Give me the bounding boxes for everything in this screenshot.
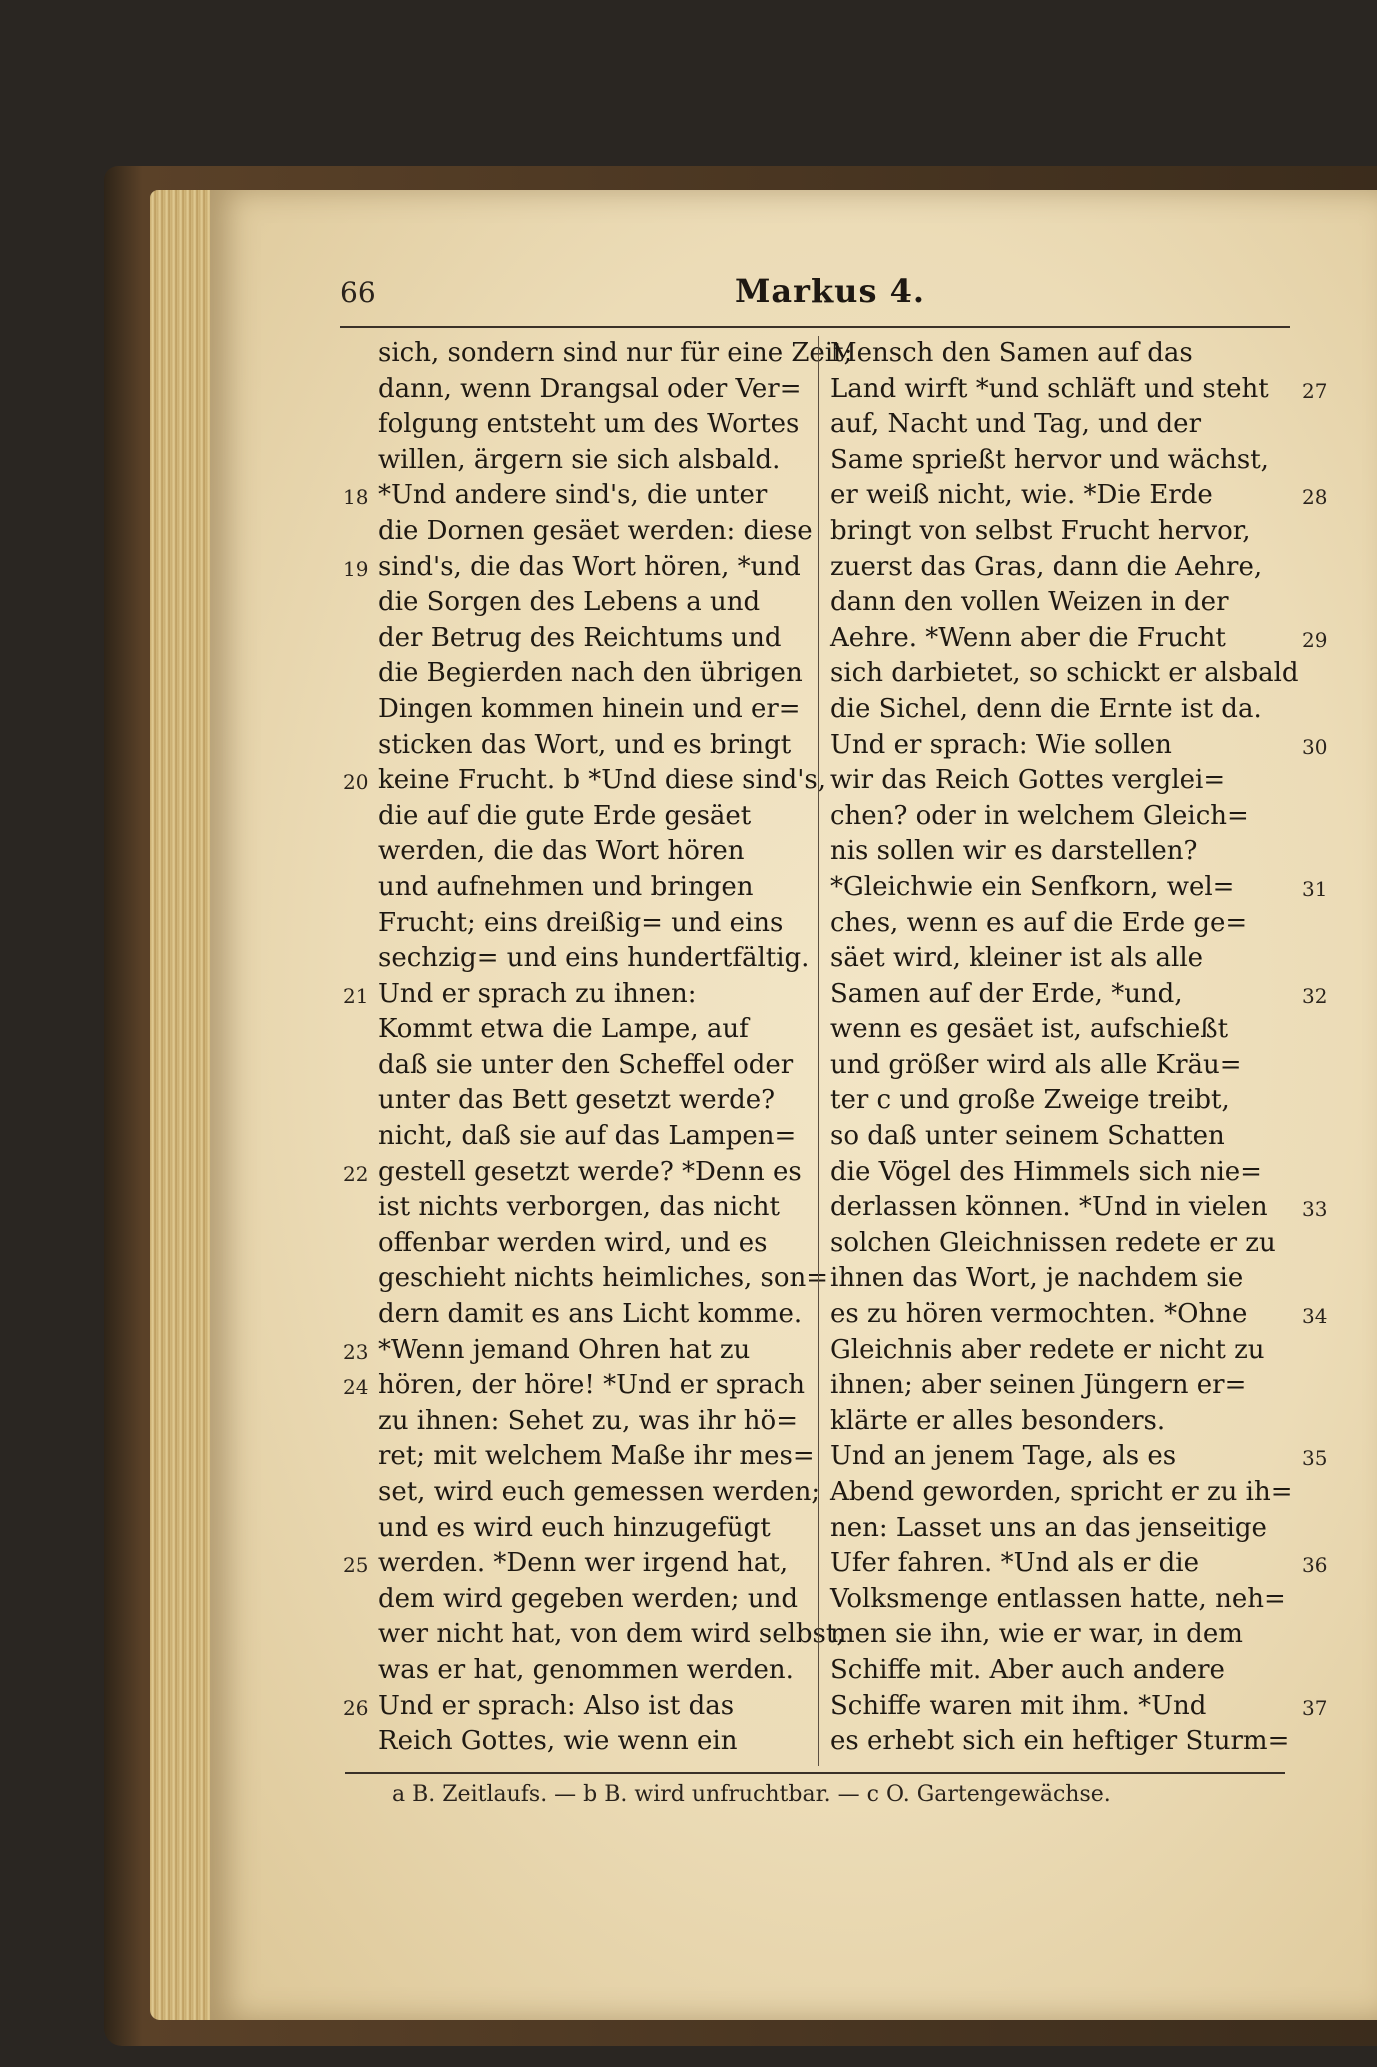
- text-line: [830, 692, 1300, 728]
- line-text: und aufnehmen und bringen: [378, 871, 754, 902]
- line-text: säet wird, kleiner ist als alle: [830, 943, 1204, 974]
- verse-number: 23: [343, 1339, 369, 1364]
- line-text: sticken das Wort, und es bringt: [378, 729, 792, 760]
- line-text: hören, der höre! *Und er sprach: [378, 1370, 806, 1401]
- line-text: die auf die gute Erde gesäet: [378, 800, 752, 831]
- footnote-rule: [345, 1772, 1285, 1774]
- verse-number: 24: [343, 1375, 369, 1400]
- text-line: [830, 336, 1300, 372]
- right-column: [830, 336, 1328, 1760]
- text-line: [830, 621, 1328, 657]
- text-line: [343, 1582, 813, 1618]
- verse-number: 35: [1302, 1446, 1328, 1471]
- text-line: [830, 407, 1300, 443]
- line-text: dem wird gegeben werden; und: [378, 1583, 798, 1614]
- line-text: geschieht nichts heimliches, son=: [378, 1263, 829, 1294]
- line-text: Schiffe mit. Aber auch andere: [830, 1654, 1225, 1685]
- line-text: die Sorgen des Lebens a und: [378, 587, 761, 618]
- line-text: *Und andere sind's, die unter: [378, 480, 768, 511]
- line-text: Abend geworden, spricht er zu ih=: [830, 1477, 1293, 1507]
- line-text: chen? oder in welchem Gleich=: [830, 800, 1249, 831]
- line-text: es zu hören vermochten. *Ohne: [830, 1299, 1248, 1330]
- line-text: gestell gesetzt werde? *Denn es: [378, 1156, 802, 1187]
- text-line: [830, 1261, 1300, 1297]
- text-line: [830, 1119, 1300, 1155]
- line-text: offenbar werden wird, und es: [378, 1227, 768, 1258]
- line-text: werden. *Denn wer irgend hat,: [378, 1548, 789, 1579]
- text-line: [343, 336, 853, 372]
- line-text: klärte er alles besonders.: [830, 1405, 1166, 1436]
- verse-number: 36: [1302, 1553, 1328, 1578]
- line-text: ist nichts verborgen, das nicht: [378, 1192, 780, 1223]
- line-text: ret; mit welchem Maße ihr mes=: [378, 1441, 815, 1472]
- text-line: [830, 1511, 1300, 1547]
- line-text: Mensch den Samen auf das: [830, 338, 1193, 368]
- text-line: [343, 1439, 813, 1475]
- line-text: sich darbietet, so schickt er alsbald: [830, 658, 1299, 689]
- text-line: [830, 1083, 1300, 1119]
- line-text: keine Frucht. b *Und diese sind's,: [378, 765, 826, 796]
- line-text: die Vögel des Himmels sich nie=: [830, 1156, 1262, 1187]
- text-line: [830, 1368, 1300, 1404]
- line-text: werden, die das Wort hören: [378, 836, 745, 867]
- text-line: [830, 1582, 1300, 1618]
- line-text: solchen Gleichnissen redete er zu: [830, 1227, 1276, 1258]
- text-line: [830, 1439, 1328, 1475]
- text-line: [343, 1511, 813, 1547]
- verse-number: 30: [1302, 734, 1328, 759]
- text-line: [830, 443, 1300, 479]
- verse-number: 31: [1302, 876, 1328, 901]
- line-text: sind's, die das Wort hören, *und: [378, 551, 801, 582]
- line-text: Dingen kommen hinein und er=: [378, 693, 801, 724]
- line-text: dann, wenn Drangsal oder Ver=: [378, 373, 802, 404]
- verse-number: 22: [343, 1161, 369, 1186]
- text-line: [830, 1190, 1328, 1226]
- line-text: sich, sondern sind nur für eine Zeit;: [378, 338, 853, 368]
- line-text: zuerst das Gras, dann die Aehre,: [830, 551, 1263, 582]
- line-text: Land wirft *und schläft und steht: [830, 373, 1269, 404]
- verse-number: 34: [1302, 1304, 1328, 1329]
- line-text: die Dornen gesäet werden: diese: [378, 515, 813, 546]
- text-line: [830, 1724, 1300, 1760]
- verse-number: 21: [343, 983, 369, 1008]
- text-line: [830, 1012, 1300, 1048]
- line-text: *Gleichwie ein Senfkorn, wel=: [830, 871, 1235, 902]
- text-line: [343, 1368, 813, 1404]
- text-line: [343, 941, 813, 977]
- line-text: Und an jenem Tage, als es: [830, 1441, 1177, 1472]
- text-line: [343, 870, 813, 906]
- line-text: unter das Bett gesetzt werde?: [378, 1085, 776, 1116]
- verse-number: 25: [343, 1553, 369, 1578]
- text-line: [343, 977, 813, 1013]
- line-text: Reich Gottes, wie wenn ein: [378, 1726, 738, 1757]
- text-line: [343, 692, 813, 728]
- verse-number: 27: [1302, 378, 1328, 403]
- line-text: und es wird euch hinzugefügt: [378, 1512, 771, 1543]
- text-line: [343, 1190, 813, 1226]
- line-text: dann den vollen Weizen in der: [830, 587, 1229, 618]
- text-line: [343, 1689, 813, 1725]
- text-line: [830, 1689, 1328, 1725]
- running-title: Markus 4.: [734, 272, 925, 310]
- verse-number: 18: [343, 485, 369, 510]
- text-line: [830, 585, 1300, 621]
- page-number: 66: [340, 276, 376, 309]
- text-line: [343, 906, 813, 942]
- text-line: [343, 1546, 813, 1582]
- text-line: [830, 1653, 1300, 1689]
- text-line: [343, 1261, 829, 1297]
- left-column: [343, 336, 853, 1760]
- line-text: die Sichel, denn die Ernte ist da.: [830, 693, 1262, 724]
- text-line: [830, 1297, 1328, 1333]
- text-line: [830, 728, 1328, 764]
- line-text: was er hat, genommen werden.: [378, 1654, 794, 1685]
- text-line: [343, 550, 813, 586]
- text-line: [830, 550, 1300, 586]
- text-line: [343, 478, 813, 514]
- text-line: [343, 514, 813, 550]
- header-rule: [340, 326, 1290, 328]
- line-text: wenn es gesäet ist, aufschießt: [830, 1014, 1229, 1045]
- text-line: [830, 1617, 1300, 1653]
- text-line: [830, 478, 1328, 514]
- column-divider: [818, 336, 819, 1766]
- line-text: set, wird euch gemessen werden;: [378, 1477, 821, 1507]
- line-text: Und er sprach zu ihnen:: [378, 978, 697, 1009]
- text-line: [830, 1546, 1328, 1582]
- text-line: [343, 1012, 813, 1048]
- text-line: [343, 799, 813, 835]
- line-text: men sie ihn, wie er war, in dem: [830, 1619, 1243, 1650]
- text-line: [830, 870, 1328, 906]
- text-line: [343, 834, 813, 870]
- verse-number: 28: [1302, 485, 1328, 510]
- line-text: nen: Lasset uns an das jenseitige: [830, 1512, 1267, 1543]
- line-text: und größer wird als alle Kräu=: [830, 1049, 1242, 1080]
- text-line: [343, 1475, 821, 1511]
- line-text: Samen auf der Erde, *und,: [830, 978, 1183, 1009]
- text-line: [830, 1404, 1300, 1440]
- text-line: [830, 1226, 1300, 1262]
- line-text: wir das Reich Gottes verglei=: [830, 765, 1226, 796]
- verse-number: 29: [1302, 627, 1328, 652]
- verse-number: 37: [1302, 1695, 1328, 1720]
- line-text: willen, ärgern sie sich alsbald.: [378, 444, 781, 475]
- line-text: wer nicht hat, von dem wird selbst,: [378, 1619, 845, 1650]
- text-line: [343, 656, 813, 692]
- text-line: [343, 1333, 813, 1369]
- line-text: Und er sprach: Also ist das: [378, 1690, 735, 1721]
- line-text: Ufer fahren. *Und als er die: [830, 1548, 1199, 1579]
- text-line: [830, 1155, 1300, 1191]
- text-line: [830, 906, 1300, 942]
- line-text: Gleichnis aber redete er nicht zu: [830, 1334, 1265, 1365]
- text-line: [830, 834, 1300, 870]
- line-text: Same sprießt hervor und wächst,: [830, 444, 1269, 475]
- line-text: ter c und große Zweige treibt,: [830, 1085, 1230, 1116]
- text-line: [830, 1333, 1300, 1369]
- line-text: der Betrug des Reichtums und: [378, 622, 782, 653]
- text-line: [343, 1155, 813, 1191]
- text-line: [830, 1048, 1300, 1084]
- line-text: *Wenn jemand Ohren hat zu: [378, 1334, 751, 1365]
- text-line: [830, 656, 1300, 692]
- line-text: nis sollen wir es darstellen?: [830, 836, 1198, 867]
- text-line: [830, 941, 1300, 977]
- verse-number: 33: [1302, 1197, 1328, 1222]
- text-line: [830, 977, 1328, 1013]
- line-text: Und er sprach: Wie sollen: [830, 729, 1172, 760]
- text-line: [830, 1475, 1300, 1511]
- verse-number: 32: [1302, 983, 1328, 1008]
- line-text: Kommt etwa die Lampe, auf: [378, 1014, 749, 1045]
- text-line: [343, 1226, 813, 1262]
- text-line: [343, 443, 813, 479]
- line-text: die Begierden nach den übrigen: [378, 658, 803, 689]
- line-text: Frucht; eins dreißig= und eins: [378, 907, 784, 938]
- text-line: [343, 621, 813, 657]
- text-line: [343, 1048, 813, 1084]
- verse-number: 19: [343, 556, 369, 581]
- text-line: [343, 1083, 813, 1119]
- verse-number: 20: [343, 770, 369, 795]
- line-text: ihnen; aber seinen Jüngern er=: [830, 1370, 1247, 1401]
- line-text: so daß unter seinem Schatten: [830, 1121, 1225, 1152]
- text-line: [343, 407, 813, 443]
- line-text: es erhebt sich ein heftiger Sturm=: [830, 1726, 1290, 1757]
- line-text: auf, Nacht und Tag, und der: [830, 409, 1201, 440]
- text-line: [343, 763, 826, 799]
- line-text: derlassen können. *Und in vielen: [830, 1192, 1268, 1223]
- line-text: Schiffe waren mit ihm. *Und: [830, 1690, 1207, 1721]
- text-line: [343, 1404, 813, 1440]
- line-text: zu ihnen: Sehet zu, was ihr hö=: [378, 1405, 798, 1436]
- line-text: ihnen das Wort, je nachdem sie: [830, 1263, 1244, 1294]
- line-text: dern damit es ans Licht komme.: [378, 1299, 803, 1330]
- text-line: [830, 514, 1300, 550]
- text-line: [830, 372, 1328, 408]
- text-line: [343, 585, 813, 621]
- line-text: folgung entsteht um des Wortes: [378, 409, 800, 440]
- line-text: Volksmenge entlassen hatte, neh=: [830, 1583, 1286, 1614]
- line-text: bringt von selbst Frucht hervor,: [830, 515, 1251, 546]
- line-text: sechzig= und eins hundertfältig.: [378, 943, 810, 974]
- text-line: [343, 1724, 813, 1760]
- text-line: [343, 372, 813, 408]
- text-line: [343, 1297, 813, 1333]
- footnotes: a B. Zeitlaufs. — b B. wird unfruchtbar. — c O. Gartengewächse.: [392, 1782, 1111, 1807]
- text-line: [830, 799, 1300, 835]
- line-text: daß sie unter den Scheffel oder: [378, 1049, 794, 1080]
- text-line: [343, 1653, 813, 1689]
- verse-number: 26: [343, 1695, 369, 1720]
- text-line: [343, 728, 813, 764]
- line-text: ches, wenn es auf die Erde ge=: [830, 907, 1248, 938]
- line-text: Aehre. *Wenn aber die Frucht: [830, 622, 1226, 653]
- text-line: [343, 1617, 845, 1653]
- line-text: nicht, daß sie auf das Lampen=: [378, 1121, 797, 1152]
- text-line: [830, 763, 1300, 799]
- text-line: [343, 1119, 813, 1155]
- line-text: er weiß nicht, wie. *Die Erde: [830, 480, 1213, 511]
